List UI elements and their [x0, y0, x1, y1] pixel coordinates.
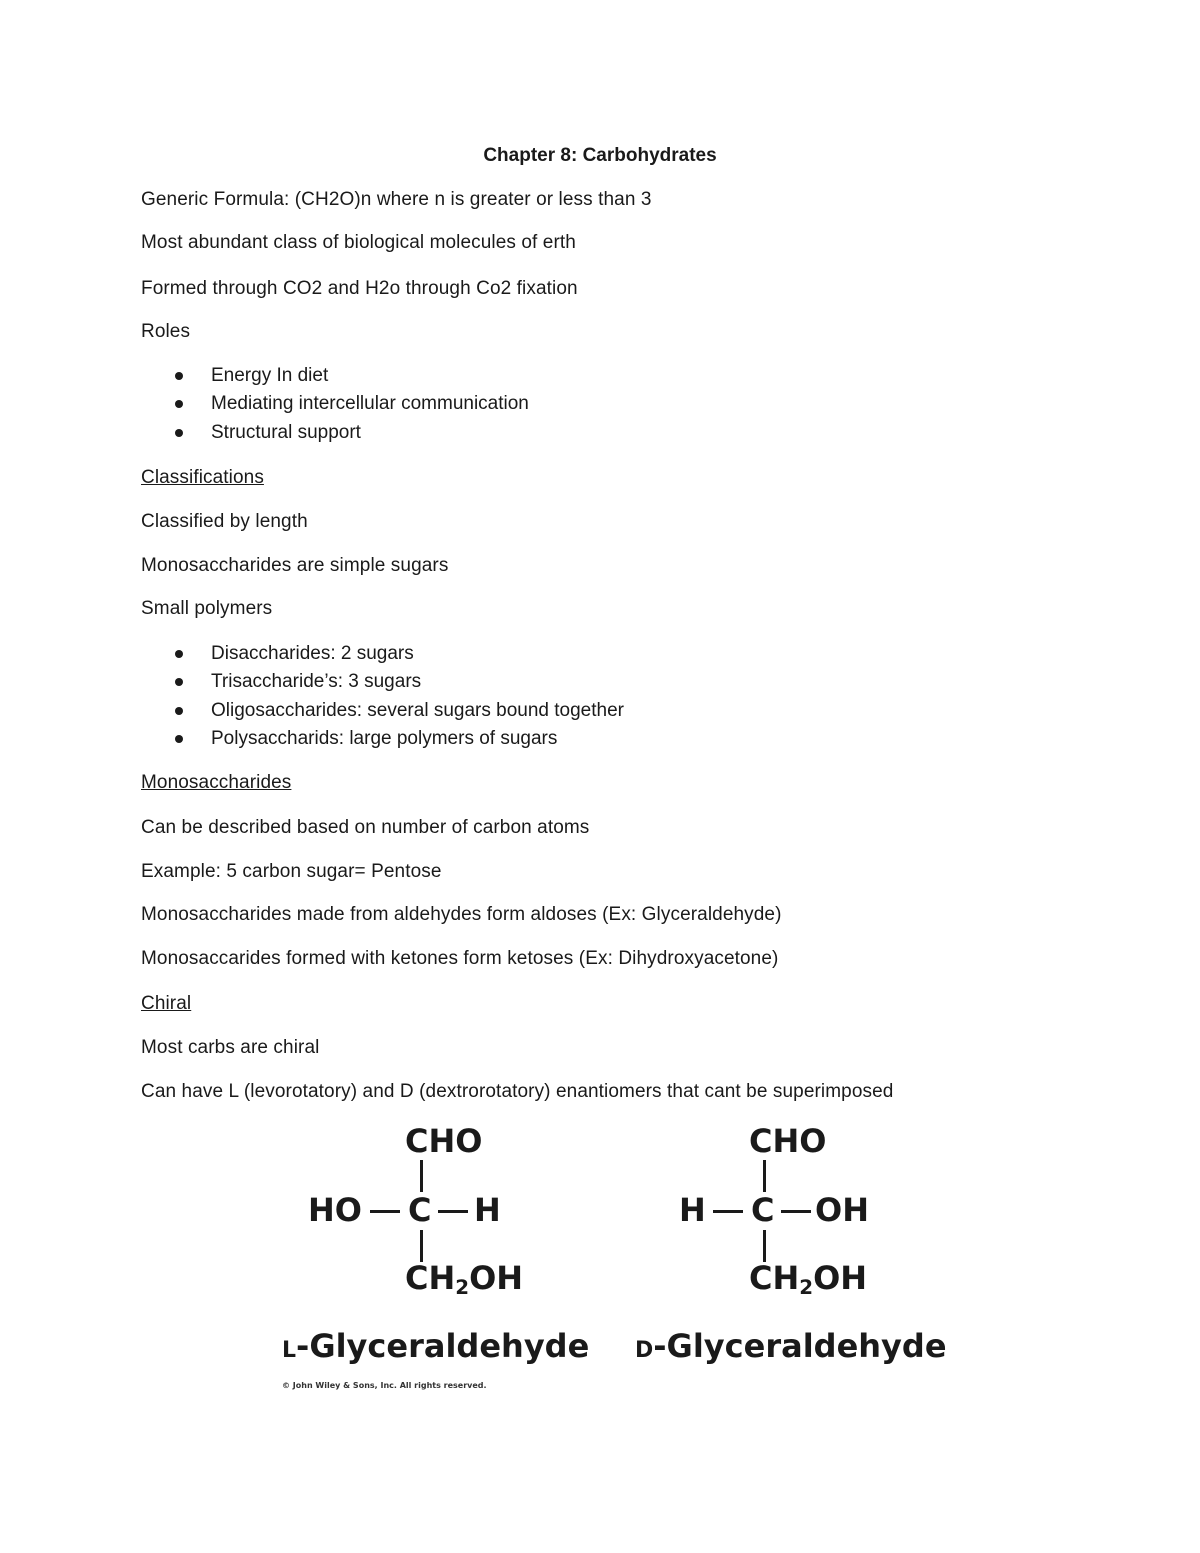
roles-list	[141, 362, 529, 447]
right-group: OH	[815, 1191, 869, 1229]
bond-line	[713, 1210, 743, 1213]
bond-line	[420, 1160, 423, 1192]
enantiomers-line: Can have L (levorotatory) and D (dextrorotatory) enantiomers that cant be superimposed	[141, 1081, 894, 1102]
top-group: CHO	[405, 1122, 483, 1160]
list-item: Polysaccharids: large polymers of sugars	[141, 725, 624, 753]
example-line: Example: 5 carbon sugar= Pentose	[141, 861, 442, 882]
bullet-icon	[175, 400, 183, 408]
bullet-icon	[175, 429, 183, 437]
copyright-notice: © John Wiley & Sons, Inc. All rights reserved.	[282, 1381, 487, 1390]
list-item: Disaccharides: 2 sugars	[141, 640, 624, 668]
formed-line: Formed through CO2 and H2o through Co2 fixation	[141, 278, 578, 299]
aldoses-line: Monosaccharides made from aldehydes form aldoses (Ex: Glyceraldehyde)	[141, 904, 782, 925]
classifications-heading: Classifications	[141, 467, 264, 488]
abundant-line: Most abundant class of biological molecules of erth	[141, 232, 576, 253]
bullet-icon	[175, 735, 183, 743]
bond-line	[420, 1230, 423, 1262]
bottom-group: $CH_2OH$	[405, 1259, 524, 1299]
most-chiral-line: Most carbs are chiral	[141, 1037, 320, 1058]
list-item: Energy In diet	[141, 362, 529, 390]
center-atom: C	[408, 1191, 432, 1229]
bullet-icon	[175, 372, 183, 380]
mono-simple-line: Monosaccharides are simple sugars	[141, 555, 449, 576]
polymers-list	[141, 640, 624, 753]
bond-line	[370, 1210, 400, 1213]
bullet-icon	[175, 678, 183, 686]
classified-by-length-line: Classified by length	[141, 511, 308, 532]
small-polymers-line: Small polymers	[141, 598, 273, 619]
bond-line	[438, 1210, 468, 1213]
left-group: H	[679, 1191, 706, 1229]
bullet-icon	[175, 707, 183, 715]
bond-line	[763, 1160, 766, 1192]
chiral-heading: Chiral	[141, 993, 192, 1014]
bond-line	[781, 1210, 811, 1213]
left-group: HO	[308, 1191, 362, 1229]
list-item: Mediating intercellular communication	[141, 390, 529, 418]
center-atom: C	[751, 1191, 775, 1229]
roles-label: Roles	[141, 321, 191, 342]
list-item: Oligosaccharides: several sugars bound together	[141, 697, 624, 725]
list-item: Structural support	[141, 419, 529, 447]
ketoses-line: Monosaccarides formed with ketones form ketoses (Ex: Dihydroxyacetone)	[141, 948, 779, 969]
bullet-icon	[175, 650, 183, 658]
top-group: CHO	[749, 1122, 827, 1160]
bottom-group: $CH_2OH$	[749, 1259, 868, 1299]
formula-line: Generic Formula: (CH2O)n where n is greater or less than 3	[141, 189, 652, 210]
described-line: Can be described based on number of carbon atoms	[141, 817, 590, 838]
l-glyceraldehyde-label: L-Glyceraldehyde	[282, 1327, 590, 1365]
page-title: Chapter 8: Carbohydrates	[483, 145, 717, 166]
list-item: Trisaccharide’s: 3 sugars	[141, 668, 624, 696]
monosaccharides-heading: Monosaccharides	[141, 772, 292, 793]
right-group: H	[474, 1191, 501, 1229]
d-glyceraldehyde-label: D-Glyceraldehyde	[635, 1327, 947, 1365]
bond-line	[763, 1230, 766, 1262]
